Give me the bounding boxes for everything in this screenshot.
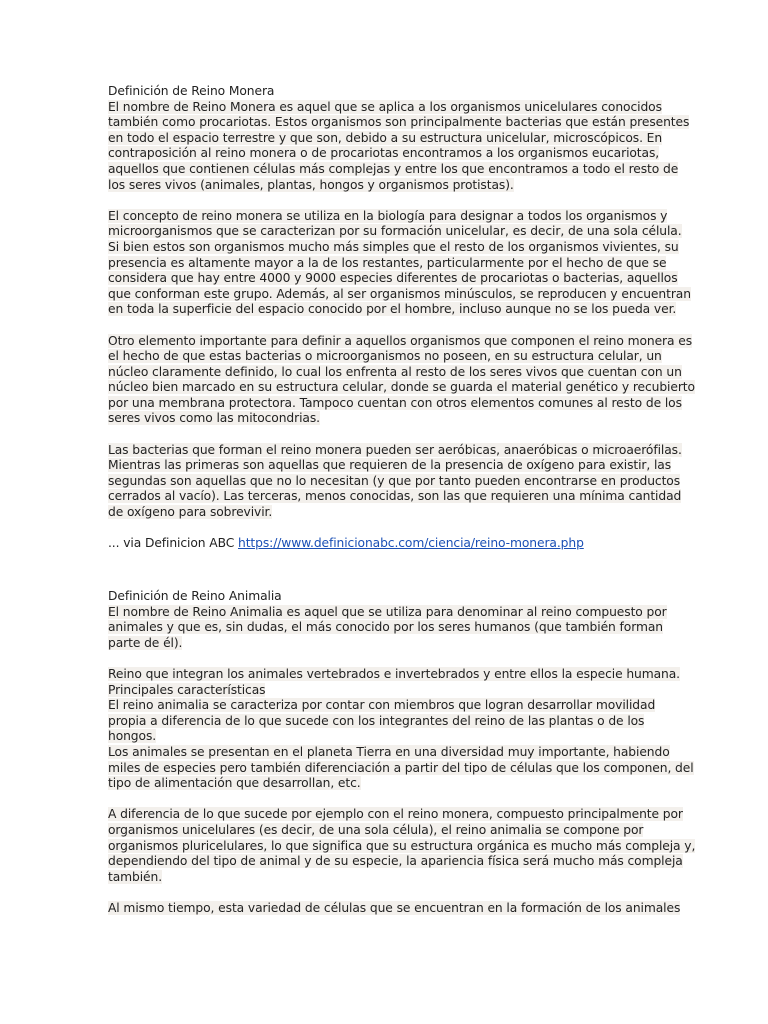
document-body (108, 84, 696, 916)
animalia-paragraph-2: Reino que integran los animales vertebrados e invertebrados y entre ellos la especie humana. Principales características El reino animalia se caracteriza por contar con miembros que logran desarrollar movilidad propia a diferencia de lo que sucede con los integrantes del reino de las plantas o de los hongos. Los animales se presentan en el planeta Tierra en una diversidad muy importante, habiendo miles de especies pero también diferenciación a partir del tipo de células que los componen, del tipo de alimentación que desarrollan, etc. (108, 666, 694, 791)
animalia-paragraph-3: A diferencia de lo que sucede por ejemplo con el reino monera, compuesto principalmente por organismos unicelulares (es decir, de una sola célula), el reino animalia se compone por organismos pluricelulares, lo que significa que su estructura orgánica es mucho más compleja y, dependiendo del tipo de animal y de su especie, la apariencia física será mucho más compleja también. (108, 807, 696, 884)
monera-paragraph-4: Las bacterias que forman el reino monera pueden ser aeróbicas, anaeróbicas o microaerófilas. Mientras las primeras son aquellas que requieren de la presencia de oxígeno para existir, las segundas son aquellas que no lo necesitan (y que por tanto pueden encontrarse en productos cerrados al vacío). Las terceras, menos conocidas, son las que requieren una mínima cantidad de oxígeno para sobrevivir. (108, 442, 682, 520)
monera-paragraph-2: El concepto de reino monera se utiliza en la biología para designar a todos los organismos y microorganismos que se caracterizan por su formación unicelular, es decir, de una sola célula. Si bien estos son organismos mucho más simples que el resto de los organismos vivientes, su presencia es altamente mayor a la de los restantes, particularmente por el hecho de que se considera que hay entre 4000 y 9000 especies diferentes de procariotas o bacterias, aquellos que conforman este grupo. Además, al ser organismos minúsculos, se reproducen y encuentran en toda la superficie del espacio conocido por el hombre, incluso aunque no se los pueda ver. (108, 208, 691, 317)
animalia-paragraph-1: El nombre de Reino Animalia es aquel que se utiliza para denominar al reino compuesto por animales y que es, sin dudas, el más conocido por los seres humanos (que también forman parte de él). (108, 604, 667, 650)
source-citation (108, 536, 668, 552)
monera-paragraph-3: Otro elemento importante para definir a aquellos organismos que componen el reino monera es el hecho de que estas bacterias o microorganismos no poseen, en su estructura celular, un núcleo claramente definido, lo cual los enfrenta al resto de los seres vivos que cuentan con un núcleo bien marcado en su estructura celular, donde se guarda el material genético y recubierto por una membrana protectora. Tampoco cuentan con otros elementos comunes al resto de los seres vivos como las mitocondrias. (108, 333, 695, 426)
source-prefix: ... via Definicion ABC (108, 536, 238, 551)
monera-paragraph-1: El nombre de Reino Monera es aquel que se aplica a los organismos unicelulares conocidos también como procariotas. Estos organismos son principalmente bacterias que están presentes en todo el espacio terrestre y que son, debido a su estructura unicelular, microscópicos. En contraposición al reino monera o de procariotas encontramos a los organismos eucariotas, aquellos que contienen células más complejas y entre los que encontramos a todo el resto de los seres vivos (animales, plantas, hongos y organismos protistas). (108, 99, 690, 192)
monera-heading: Definición de Reino Monera (108, 84, 275, 98)
animalia-paragraph-4: Al mismo tiempo, esta variedad de células que se encuentran en la formación de los animales (108, 900, 681, 915)
animalia-heading: Definición de Reino Animalia (108, 589, 282, 603)
source-link[interactable]: https://www.definicionabc.com/ciencia/reino-monera.php (238, 536, 584, 551)
